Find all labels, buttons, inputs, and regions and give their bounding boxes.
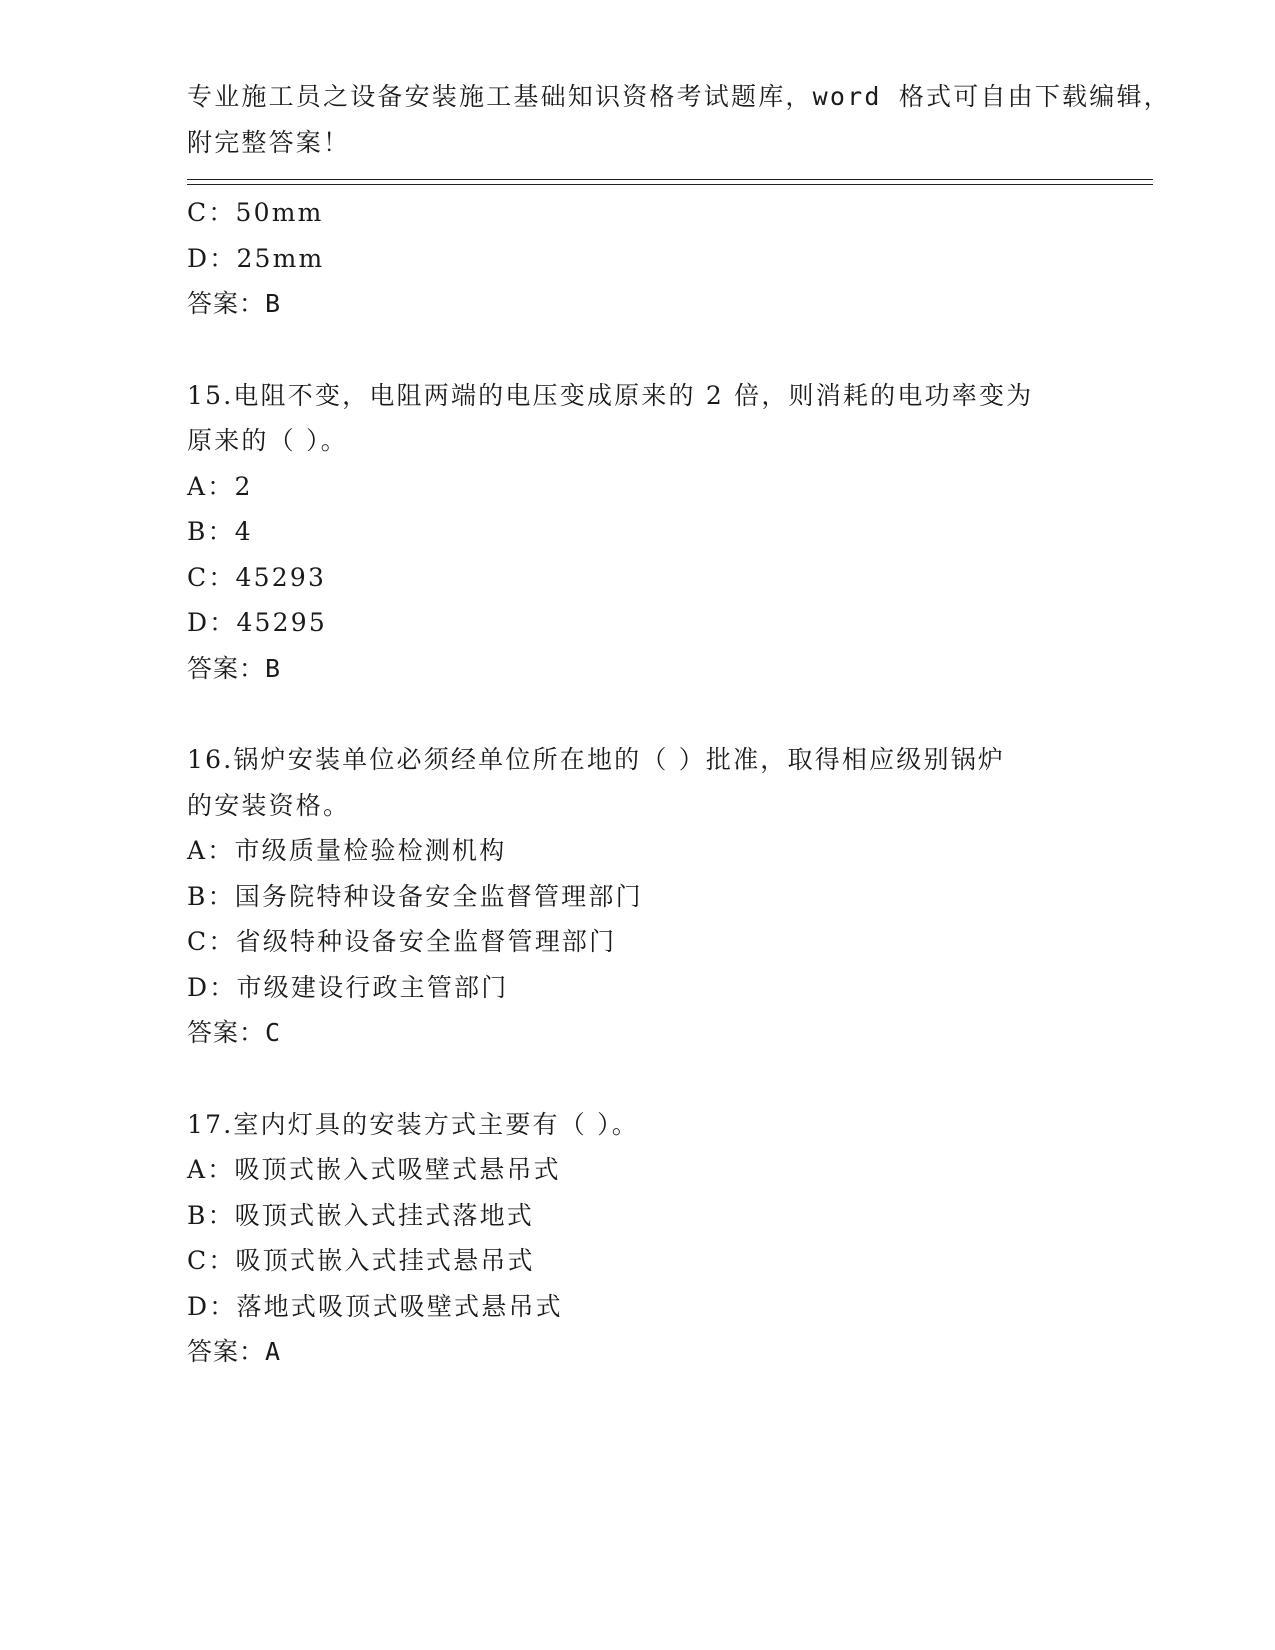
question-text-line-1: 15.电阻不变，电阻两端的电压变成原来的 2 倍，则消耗的电功率变为 (187, 380, 1034, 410)
header-line-1: 专业施工员之设备安装施工基础知识资格考试题库，word 格式可自由下载编辑， (187, 82, 1171, 111)
header-line-2: 附完整答案！ (187, 127, 351, 157)
spacer (187, 1056, 1087, 1102)
question-16 (187, 737, 1087, 1056)
option-d: D：25mm (187, 243, 325, 273)
answer: 答案：B (187, 289, 282, 318)
option-a: A：吸顶式嵌入式吸壁式悬吊式 (187, 1155, 561, 1184)
question-15 (187, 373, 1087, 692)
option-c: C：吸顶式嵌入式挂式悬吊式 (187, 1246, 535, 1275)
option-b: B：吸顶式嵌入式挂式落地式 (187, 1200, 534, 1230)
previous-question-tail (187, 190, 1087, 327)
question-text-line-2: 原来的（ ）。 (187, 426, 348, 455)
answer: 答案：C (187, 1018, 282, 1047)
question-17 (187, 1102, 1087, 1375)
question-text-line-2: 的安装资格。 (187, 790, 351, 820)
answer: 答案：A (187, 1337, 282, 1366)
option-c: C：省级特种设备安全监督管理部门 (187, 927, 617, 956)
question-text-line-1: 16.锅炉安装单位必须经单位所在地的（ ）批准，取得相应级别锅炉 (187, 745, 1006, 774)
page-header (187, 74, 1171, 165)
option-a: A：2 (187, 471, 253, 501)
option-b: B：国务院特种设备安全监督管理部门 (187, 881, 643, 911)
question-text-line-1: 17.室内灯具的安装方式主要有（ ）。 (187, 1109, 640, 1139)
header-divider-top (187, 179, 1153, 180)
spacer (187, 327, 1087, 373)
option-c: C：50mm (187, 198, 324, 227)
answer: 答案：B (187, 653, 282, 683)
option-c: C：45293 (187, 562, 327, 592)
spacer (187, 691, 1087, 737)
option-a: A：市级质量检验检测机构 (187, 836, 507, 865)
question-content (187, 190, 1087, 1375)
option-b: B：4 (187, 517, 253, 546)
option-d: D：落地式吸顶式吸壁式悬吊式 (187, 1291, 563, 1321)
option-d: D：市级建设行政主管部门 (187, 972, 509, 1002)
header-divider-bottom (187, 184, 1153, 185)
option-d: D：45295 (187, 608, 327, 637)
